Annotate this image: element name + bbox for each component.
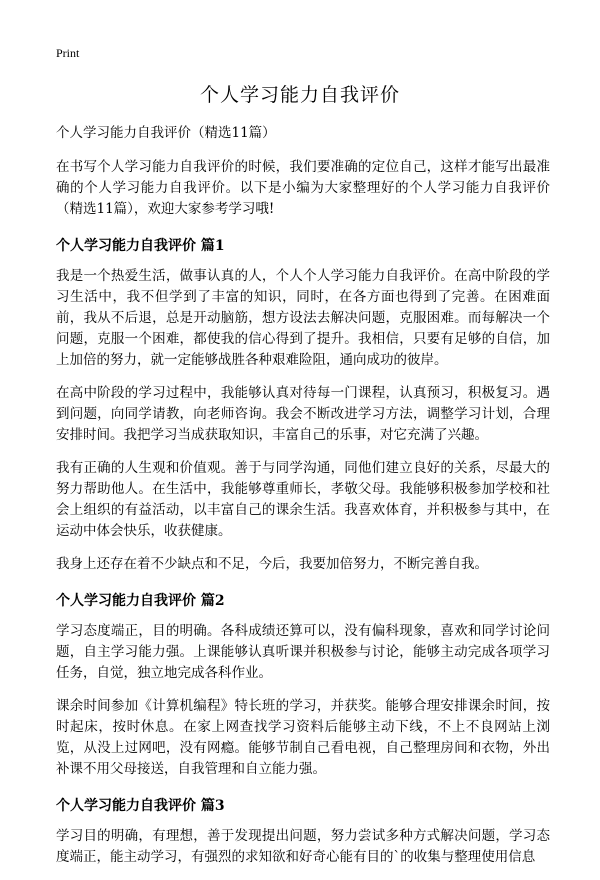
- section-2: [56, 591, 550, 780]
- section-heading: 个人学习能力自我评价 篇1: [56, 238, 225, 254]
- document-subtitle: 个人学习能力自我评价（精选11篇）: [56, 125, 276, 141]
- section-3: [56, 796, 550, 868]
- paragraph: 在高中阶段的学习过程中，我能够认真对待每一门课程，认真预习，积极复习。遇到问题，向同学请教，向老师咨询。我会不断改进学习方法，调整学习计划，合理安排时间。我把学习当成获取知识，丰富自己的乐事，对它充满了兴趣。: [56, 385, 550, 443]
- paragraph: 我是一个热爱生活，做事认真的人，个人个人学习能力自我评价。在高中阶段的学习生活中，我不但学到了丰富的知识，同时，在各方面也得到了完善。在困难面前，我从不后退，总是开动脑筋，想方设法去解决问题，克服困难。而每解决一个问题，克服一个困难，都使我的信心得到了提升。我相信，只要有足够的自信，加上加倍的努力，就一定能够战胜各种艰难险阻，通向成功的彼岸。: [56, 268, 550, 368]
- paragraph: 我有正确的人生观和价值观。善于与同学沟通，同他们建立良好的关系，尽最大的努力帮助他人。在生活中，我能够尊重师长，孝敬父母。我能够积极参加学校和社会上组织的有益活动，以丰富自己的课余生活。我喜欢体育，并积极参与其中，在运动中体会快乐，收获健康。: [56, 460, 550, 539]
- document-body: [56, 123, 550, 880]
- intro-paragraph: 在书写个人学习能力自我评价的时候，我们要准确的定位自己，这样才能写出最准确的个人学习能力自我评价。以下是小编为大家整理好的个人学习能力自我评价（精选11篇），欢迎大家参考学习哦!: [56, 159, 550, 217]
- print-link[interactable]: Print: [56, 46, 80, 60]
- paragraph: 学习态度端正，目的明确。各科成绩还算可以，没有偏科现象，喜欢和同学讨论问题，自主学习能力强。上课能够认真听课并积极参与讨论，能够主动完成各项学习任务，自觉，独立地完成各科作业。: [56, 623, 550, 681]
- paragraph: 课余时间参加《计算机编程》特长班的学习，并获奖。能够合理安排课余时间，按时起床，按时休息。在家上网查找学习资料后能够主动下线，不上不良网站上浏览，从没上过网吧，没有网瘾。能够节制自己看电视，自己整理房间和衣物，外出补课不用父母接送，自我管理和自立能力强。: [56, 698, 550, 777]
- section-heading: 个人学习能力自我评价 篇3: [56, 798, 225, 814]
- page-title: 个人学习能力自我评价: [199, 84, 400, 106]
- section-1: [56, 236, 550, 575]
- section-heading: 个人学习能力自我评价 篇2: [56, 593, 225, 609]
- paragraph: 学习目的明确，有理想，善于发现提出问题，努力尝试多种方式解决问题，学习态度端正，能主动学习，有强烈的求知欲和好奇心能有目的`的收集与整理使用信息: [56, 828, 550, 865]
- paragraph: 我身上还存在着不少缺点和不足，今后，我要加倍努力，不断完善自我。: [56, 556, 488, 572]
